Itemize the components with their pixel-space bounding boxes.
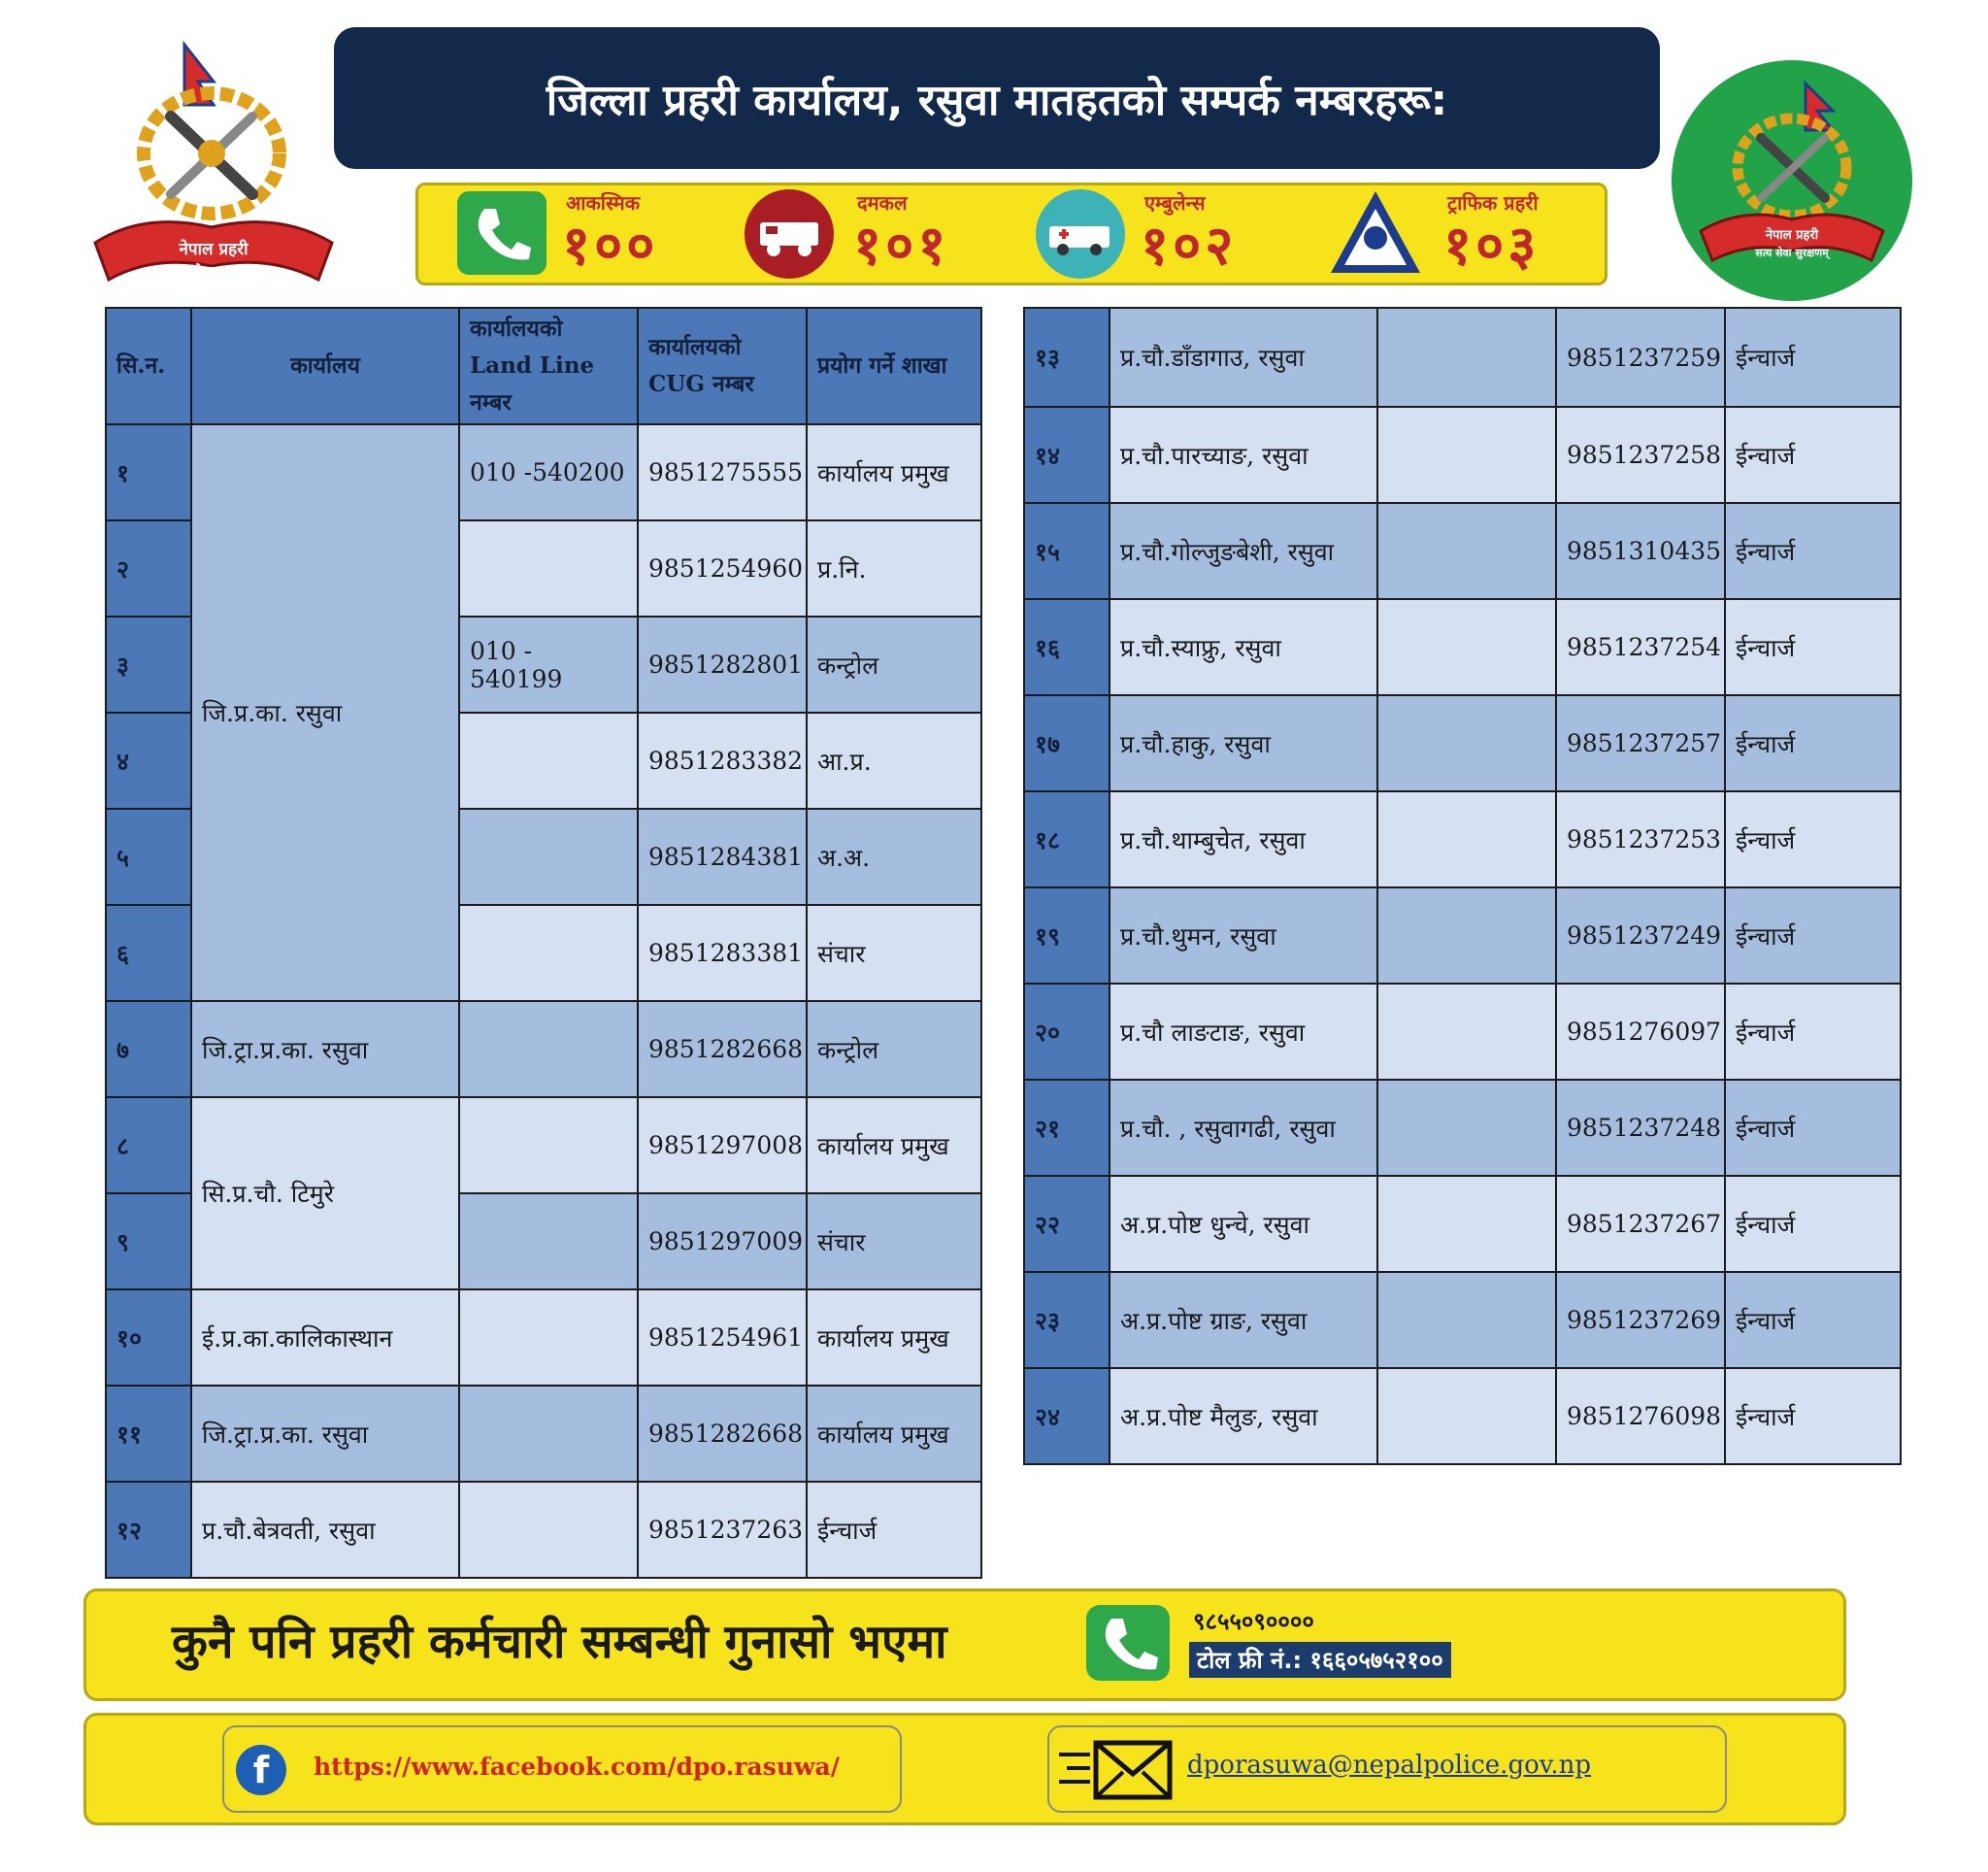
sn-cell: २३ — [1024, 1272, 1110, 1368]
nepal-police-logo-left — [76, 37, 351, 299]
sn-cell: २० — [1024, 984, 1110, 1080]
branch-cell: ईन्चार्ज — [1725, 503, 1901, 599]
table-row — [1024, 1368, 1901, 1464]
office-cell: प्र.चौ.थुमन, रसुवा — [1110, 887, 1377, 984]
table-row — [1024, 407, 1901, 503]
logo-text-top: नेपाल प्रहरी — [179, 240, 248, 259]
branch-cell: कन्ट्रोल — [807, 1001, 981, 1097]
cug-cell: 9851282668 — [638, 1386, 807, 1482]
header-sn: सि.न. — [106, 308, 191, 424]
branch-cell: ईन्चार्ज — [1725, 1176, 1901, 1272]
contact-bar — [83, 1713, 1846, 1825]
landline-cell — [1377, 308, 1556, 407]
sn-cell: २२ — [1024, 1176, 1110, 1272]
office-cell: अ.प्र.पोष्ट धुन्चे, रसुवा — [1110, 1176, 1377, 1272]
contact-table-left — [105, 307, 982, 1579]
contact-table-right — [1023, 307, 1902, 1465]
branch-cell: ईन्चार्ज — [1725, 407, 1901, 503]
cug-cell: 9851237259 — [1556, 308, 1725, 407]
table-row — [1024, 1272, 1901, 1368]
landline-cell — [1377, 791, 1556, 887]
cug-cell: 9851237267 — [1556, 1176, 1725, 1272]
branch-cell: कन्ट्रोल — [807, 617, 981, 713]
emergency-item[interactable] — [1036, 185, 1298, 283]
office-cell: प्र.चौ.स्याफ्रु, रसुवा — [1110, 599, 1377, 695]
header-office: कार्यालय — [191, 308, 459, 424]
cug-cell: 9851254960 — [638, 520, 807, 617]
facebook-icon: f — [236, 1745, 286, 1795]
branch-cell: अ.अ. — [807, 809, 981, 905]
table-row — [106, 424, 981, 520]
branch-cell: ईन्चार्ज — [1725, 984, 1901, 1080]
office-cell: अ.प्र.पोष्ट मैलुङ, रसुवा — [1110, 1368, 1377, 1464]
cug-cell: 9851237257 — [1556, 695, 1725, 791]
emergency-item[interactable] — [1327, 185, 1608, 283]
facebook-box — [222, 1725, 902, 1813]
sn-cell: ६ — [106, 905, 191, 1001]
table-row — [1024, 791, 1901, 887]
landline-cell — [459, 809, 638, 905]
sn-cell: ४ — [106, 713, 191, 809]
office-cell: सि.प्र.चौ. टिमुरे — [191, 1097, 459, 1289]
sn-cell: १६ — [1024, 599, 1110, 695]
office-cell: प्र.चौ लाङटाङ, रसुवा — [1110, 984, 1377, 1080]
office-cell: प्र.चौ. , रसुवागढी, रसुवा — [1110, 1080, 1377, 1176]
sn-cell: १९ — [1024, 887, 1110, 984]
landline-cell — [459, 1193, 638, 1289]
emergency-label: ट्राफिक प्रहरी — [1447, 191, 1539, 215]
mail-icon — [1055, 1737, 1176, 1803]
table-row — [1024, 887, 1901, 984]
sn-cell: १४ — [1024, 407, 1110, 503]
sn-cell: ९ — [106, 1193, 191, 1289]
landline-cell — [459, 1001, 638, 1097]
emergency-number: १०३ — [1443, 215, 1541, 278]
table-row — [106, 1386, 981, 1482]
landline-cell — [459, 1097, 638, 1193]
landline-cell — [1377, 1368, 1556, 1464]
cug-cell: 9851275555 — [638, 424, 807, 520]
branch-cell: कार्यालय प्रमुख — [807, 1097, 981, 1193]
cug-cell: 9851237263 — [638, 1482, 807, 1578]
table-row — [1024, 599, 1901, 695]
branch-cell: ईन्चार्ज — [1725, 1368, 1901, 1464]
cug-cell: 9851284381 — [638, 809, 807, 905]
branch-cell: कार्यालय प्रमुख — [807, 1289, 981, 1386]
police-emblem-icon — [76, 37, 351, 299]
traffic-police-icon — [1327, 187, 1424, 277]
tollfree-number[interactable]: टोल फ्री नं.: १६६०५७५२१०० — [1189, 1642, 1451, 1678]
emergency-label: दमकल — [857, 191, 908, 215]
header-cug: कार्यालयको CUG नम्बर — [638, 308, 807, 424]
cug-cell: 9851283382 — [638, 713, 807, 809]
phone-icon[interactable] — [1086, 1605, 1170, 1681]
cug-cell: 9851237248 — [1556, 1080, 1725, 1176]
landline-cell — [1377, 1272, 1556, 1368]
landline-cell — [1377, 984, 1556, 1080]
office-cell: प्र.चौ.गोल्जुङबेशी, रसुवा — [1110, 503, 1377, 599]
branch-cell: ईन्चार्ज — [807, 1482, 981, 1578]
logo-text-top: नेपाल प्रहरी — [1765, 228, 1819, 243]
sn-cell: १५ — [1024, 503, 1110, 599]
office-cell: प्र.चौ.पारच्याङ, रसुवा — [1110, 407, 1377, 503]
office-cell: प्र.चौ.थाम्बुचेत, रसुवा — [1110, 791, 1377, 887]
emergency-item[interactable] — [457, 185, 719, 283]
cug-cell: 9851276098 — [1556, 1368, 1725, 1464]
landline-cell — [1377, 695, 1556, 791]
nepal-police-logo-right — [1672, 60, 1912, 301]
sn-cell: २१ — [1024, 1080, 1110, 1176]
fire-truck-icon — [745, 189, 834, 279]
branch-cell: संचार — [807, 905, 981, 1001]
emergency-numbers-bar — [415, 183, 1607, 285]
table-row — [1024, 695, 1901, 791]
table-row — [106, 1289, 981, 1386]
landline-cell — [1377, 407, 1556, 503]
header-branch: प्रयोग गर्ने शाखा — [807, 308, 981, 424]
office-cell: जि.ट्रा.प्र.का. रसुवा — [191, 1001, 459, 1097]
landline-cell — [459, 713, 638, 809]
office-cell: जि.प्र.का. रसुवा — [191, 424, 459, 1001]
sn-cell: २ — [106, 520, 191, 617]
branch-cell: ईन्चार्ज — [1725, 1272, 1901, 1368]
landline-cell — [1377, 503, 1556, 599]
title-banner — [334, 27, 1660, 169]
landline-cell — [459, 1482, 638, 1578]
branch-cell: कार्यालय प्रमुख — [807, 424, 981, 520]
cug-cell: 9851237249 — [1556, 887, 1725, 984]
landline-cell: 010 - 540199 — [459, 617, 638, 713]
branch-cell: ईन्चार्ज — [1725, 695, 1901, 791]
table-row — [106, 1097, 981, 1193]
logo-text-bottom: सत्य सेवा सुरक्षणम् — [167, 264, 260, 280]
office-cell: अ.प्र.पोष्ट ग्राङ, रसुवा — [1110, 1272, 1377, 1368]
office-cell: प्र.चौ.हाकु, रसुवा — [1110, 695, 1377, 791]
page-title: जिल्ला प्रहरी कार्यालय, रसुवा मातहतको सम्पर्क नम्बरहरू: — [546, 76, 1448, 125]
sn-cell: १ — [106, 424, 191, 520]
email-box — [1047, 1725, 1727, 1813]
table-row — [1024, 1080, 1901, 1176]
ambulance-icon — [1036, 189, 1125, 279]
landline-cell — [459, 1386, 638, 1482]
sn-cell: ५ — [106, 809, 191, 905]
cug-cell: 9851237254 — [1556, 599, 1725, 695]
table-row — [1024, 984, 1901, 1080]
cug-cell: 9851282801 — [638, 617, 807, 713]
office-cell: प्र.चौ.डाँडागाउ, रसुवा — [1110, 308, 1377, 407]
table-row — [106, 1001, 981, 1097]
landline-cell: 010 -540200 — [459, 424, 638, 520]
emergency-label: एम्बुलेन्स — [1144, 191, 1206, 215]
emergency-number: १०१ — [853, 215, 950, 278]
sn-cell: १२ — [106, 1482, 191, 1578]
sn-cell: २४ — [1024, 1368, 1110, 1464]
branch-cell: संचार — [807, 1193, 981, 1289]
landline-cell — [1377, 887, 1556, 984]
branch-cell: ईन्चार्ज — [1725, 599, 1901, 695]
sn-cell: १७ — [1024, 695, 1110, 791]
branch-cell: ईन्चार्ज — [1725, 791, 1901, 887]
cug-cell: 9851282668 — [638, 1001, 807, 1097]
cug-cell: 9851297008 — [638, 1097, 807, 1193]
table-row — [1024, 503, 1901, 599]
sn-cell: १८ — [1024, 791, 1110, 887]
landline-cell — [459, 905, 638, 1001]
table-row — [1024, 308, 1901, 407]
landline-cell — [1377, 1080, 1556, 1176]
cug-cell: 9851297009 — [638, 1193, 807, 1289]
landline-cell — [459, 1289, 638, 1386]
emergency-number: १०० — [562, 215, 659, 278]
email-link[interactable]: dporasuwa@nepalpolice.gov.np — [1187, 1751, 1591, 1780]
branch-cell: कार्यालय प्रमुख — [807, 1386, 981, 1482]
header-landline: कार्यालयको Land Line नम्बर — [459, 308, 638, 424]
emergency-number: १०२ — [1141, 215, 1238, 278]
office-cell: ई.प्र.का.कालिकास्थान — [191, 1289, 459, 1386]
sn-cell: ३ — [106, 617, 191, 713]
cug-cell: 9851237253 — [1556, 791, 1725, 887]
branch-cell: ईन्चार्ज — [1725, 1080, 1901, 1176]
complaint-bar — [83, 1588, 1846, 1701]
branch-cell: प्र.नि. — [807, 520, 981, 617]
cug-cell: 9851237258 — [1556, 407, 1725, 503]
sn-cell: ७ — [106, 1001, 191, 1097]
complaint-phone-number[interactable]: ९८५५०९०००० — [1193, 1608, 1314, 1635]
branch-cell: ईन्चार्ज — [1725, 308, 1901, 407]
cug-cell: 9851310435 — [1556, 503, 1725, 599]
landline-cell — [459, 520, 638, 617]
facebook-link[interactable]: https://www.facebook.com/dpo.rasuwa/ — [314, 1753, 840, 1781]
cug-cell: 9851254961 — [638, 1289, 807, 1386]
phone-icon — [457, 191, 547, 275]
table-row — [1024, 1176, 1901, 1272]
cug-cell: 9851276097 — [1556, 984, 1725, 1080]
branch-cell: आ.प्र. — [807, 713, 981, 809]
sn-cell: ११ — [106, 1386, 191, 1482]
branch-cell: ईन्चार्ज — [1725, 887, 1901, 984]
landline-cell — [1377, 1176, 1556, 1272]
sn-cell: १० — [106, 1289, 191, 1386]
office-cell: जि.ट्रा.प्र.का. रसुवा — [191, 1386, 459, 1482]
logo-text-bottom: सत्य सेवा सुरक्षणम् — [1755, 247, 1829, 259]
sn-cell: १३ — [1024, 308, 1110, 407]
emergency-item[interactable] — [745, 185, 1007, 283]
cug-cell: 9851237269 — [1556, 1272, 1725, 1368]
police-emblem-icon — [1672, 60, 1912, 301]
emergency-label: आकस्मिक — [566, 191, 641, 215]
cug-cell: 9851283381 — [638, 905, 807, 1001]
complaint-text: कुनै पनि प्रहरी कर्मचारी सम्बन्धी गुनासो भएमा — [172, 1615, 947, 1669]
office-cell: प्र.चौ.बेत्रवती, रसुवा — [191, 1482, 459, 1578]
sn-cell: ८ — [106, 1097, 191, 1193]
table-row — [106, 1482, 981, 1578]
landline-cell — [1377, 599, 1556, 695]
